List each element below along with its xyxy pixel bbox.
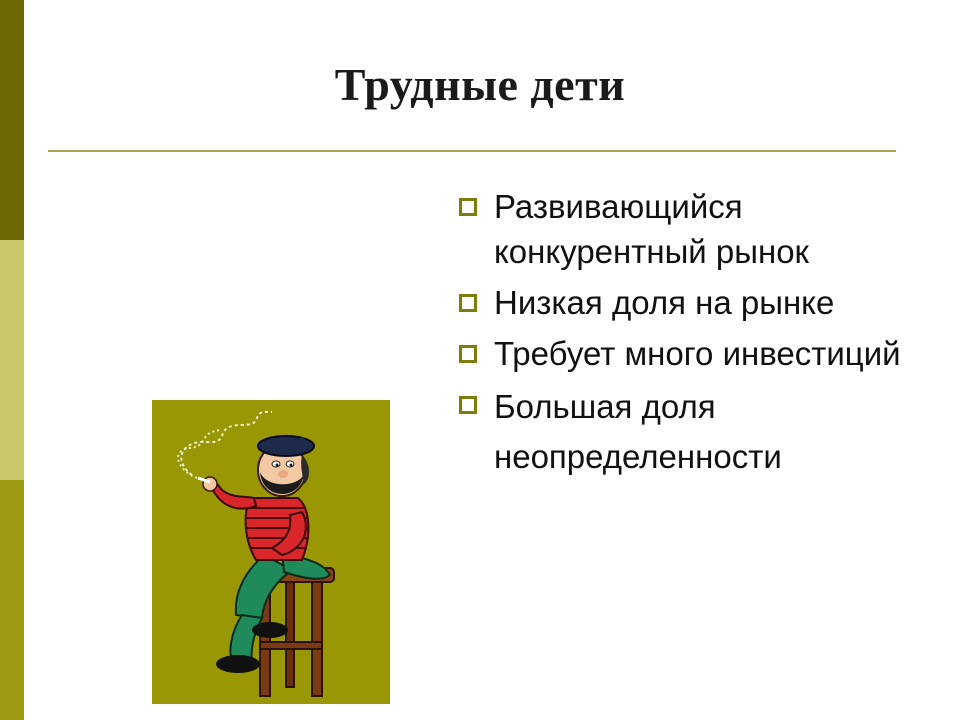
sidebar-stripe-dark — [0, 0, 24, 240]
bullet-item — [456, 331, 946, 376]
square-bullet-icon — [459, 345, 477, 363]
sidebar-stripe-light — [0, 240, 24, 480]
smoking-man-on-stool-icon — [152, 400, 390, 704]
square-bullet-icon — [459, 198, 477, 216]
sidebar-stripe-mid — [0, 480, 24, 720]
slide-title: Трудные дети — [334, 59, 626, 110]
square-bullet-icon — [459, 294, 477, 312]
bullet-text: Развивающийся конкурентный рынок — [494, 188, 809, 270]
bullet-list — [456, 184, 946, 488]
bullet-item — [456, 184, 946, 274]
bullet-item — [456, 382, 946, 482]
square-bullet-icon — [459, 396, 477, 414]
bullet-item — [456, 280, 946, 325]
title-divider — [48, 150, 896, 152]
bullet-text: Большая доля неопределенности — [494, 388, 782, 475]
bullet-text: Требует много инвестиций — [494, 335, 901, 372]
bullet-text: Низкая доля на рынке — [494, 284, 835, 321]
